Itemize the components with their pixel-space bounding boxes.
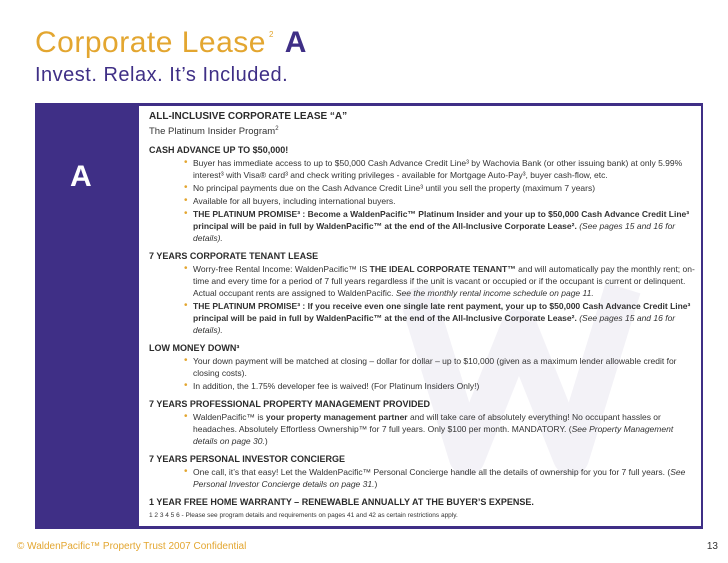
bullet-dot-icon: • [184, 195, 188, 207]
bullet-item [149, 355, 697, 379]
bullet-item [149, 380, 697, 392]
program-superscript: 2 [275, 126, 279, 132]
panel-heading: ALL-INCLUSIVE CORPORATE LEASE “A” [149, 111, 348, 122]
bullet-text: THE IDEAL CORPORATE TENANT™ [369, 264, 516, 275]
section [149, 144, 697, 244]
bullet-text: WaldenPacific™ is [193, 412, 266, 423]
bullet-text: Available for all buyers, including international buyers. [193, 196, 396, 207]
section-title: LOW MONEY DOWN³ [149, 343, 240, 354]
content-panel [139, 106, 701, 526]
bullet-item [149, 411, 697, 447]
bullet-text: and will take care of absolutely everything! No occupant hassles or headaches. Absolutely Effortless Ownership™ for 7 full years. Only $100 per month. MANDATORY. ( [193, 412, 661, 435]
page-subtitle: Invest. Relax. It’s Included. [35, 64, 289, 86]
bullet-dot-icon: • [184, 263, 188, 275]
section [149, 453, 697, 490]
bullet-item [149, 208, 697, 244]
bullet-dot-icon: • [184, 466, 188, 478]
bullet-text: In addition, the 1.75% developer fee is waived! (For Platinum Insiders Only!) [193, 381, 480, 392]
bullet-text: THE PLATINUM PROMISE³ : Become a WaldenPacific™ Platinum Insider and your up to $50,000 Cash Advance Credit Line³ principal will be paid in full by WaldenPacific™ at the end of the All-Inclusive Corporate Lease². [193, 209, 690, 232]
lease-badge-letter: A [70, 160, 92, 193]
bullet-list [149, 157, 697, 244]
section [149, 342, 697, 392]
bullet-text: Worry-free Rental Income: WaldenPacific™ IS [193, 264, 370, 275]
page-title [35, 26, 307, 60]
bullet-list [149, 411, 697, 447]
bullet-text: One call, it’s that easy! Let the WaldenPacific™ Personal Concierge handle all the details of ownership for you for 7 full years. ( [193, 467, 671, 478]
bullet-text: and will automatically pay the monthly rent; on-time and every time for a period of 7 full years regardless if the unit is vacant or occupied or if the occupant is current or delinquent. Actual occupant rents are assigned to WaldenPacific. [193, 264, 695, 299]
section [149, 250, 697, 336]
section-title: 7 YEARS CORPORATE TENANT LEASE [149, 251, 319, 262]
bullet-text: (See pages 15 and 16 for details). [193, 313, 676, 336]
page-number: 13 [706, 541, 718, 552]
bullet-text: ) [264, 436, 268, 447]
title-superscript: 2 [268, 30, 274, 39]
section-title: CASH ADVANCE UP TO $50,000! [149, 145, 289, 156]
bullet-item [149, 195, 697, 207]
bullet-dot-icon: • [184, 208, 188, 220]
bullet-list [149, 263, 697, 336]
title-letter: A [284, 26, 307, 59]
section-title: 7 YEARS PERSONAL INVESTOR CONCIERGE [149, 454, 346, 465]
bullet-text: your property management partner [265, 412, 408, 423]
bullet-list [149, 466, 697, 490]
bullet-item [149, 182, 697, 194]
footnote: 1 2 3 4 5 6 - Please see program details and requirements on pages 41 and 42 as certain restrictions apply. [149, 512, 458, 520]
bullet-text: Buyer has immediate access to up to $50,000 Cash Advance Credit Line³ by Wachovia Bank (or other issuing bank) at only 5.99% interest³ with Visa® card³ and check writing privileges - available for Mortgage Auto-Pay³, buyer cash-flow, etc. [193, 158, 683, 181]
program-label: The Platinum Insider Program [149, 126, 276, 138]
bullet-dot-icon: • [184, 157, 188, 169]
bullet-dot-icon: • [184, 182, 188, 194]
bullet-text: (See pages 15 and 16 for details). [193, 221, 676, 244]
bullet-text: See Personal Investor Concierge details on page 31. [193, 467, 686, 490]
bullet-text: THE PLATINUM PROMISE³ : If you receive even one single late rent payment, your up to $50,000 Cash Advance Credit Line³ principal will be paid in full by WaldenPacific™ at the end of the All-Inclusive Corporate Lease². [193, 301, 691, 324]
bullet-dot-icon: • [184, 380, 188, 392]
bullet-item [149, 300, 697, 336]
bullet-dot-icon: • [184, 300, 188, 312]
sections-list [149, 144, 697, 508]
bullet-list [149, 355, 697, 392]
bullet-dot-icon: • [184, 411, 188, 423]
bullet-item [149, 466, 697, 490]
bullet-text: See Property Management details on page 30. [193, 424, 674, 447]
footer-copyright: © WaldenPacific™ Property Trust 2007 Confidential [17, 541, 247, 552]
section [149, 398, 697, 447]
section [149, 496, 697, 508]
program-name [149, 123, 697, 138]
title-text: Corporate Lease [35, 26, 266, 59]
bullet-item [149, 263, 697, 299]
section-title: 7 YEARS PROFESSIONAL PROPERTY MANAGEMENT PROVIDED [149, 399, 431, 410]
bullet-dot-icon: • [184, 355, 188, 367]
bullet-text: No principal payments due on the Cash Advance Credit Line³ until you sell the property (maximum 7 years) [193, 183, 596, 194]
bullet-item [149, 157, 697, 181]
section-title: 1 YEAR FREE HOME WARRANTY – RENEWABLE ANNUALLY AT THE BUYER’S EXPENSE. [149, 497, 534, 508]
bullet-text: ) [374, 479, 378, 490]
bullet-text: Your down payment will be matched at closing – dollar for dollar – up to $10,000 (given as a maximum lender allowable credit for closing costs). [193, 356, 677, 379]
bullet-text: See the monthly rental income schedule on page 11. [395, 288, 594, 299]
